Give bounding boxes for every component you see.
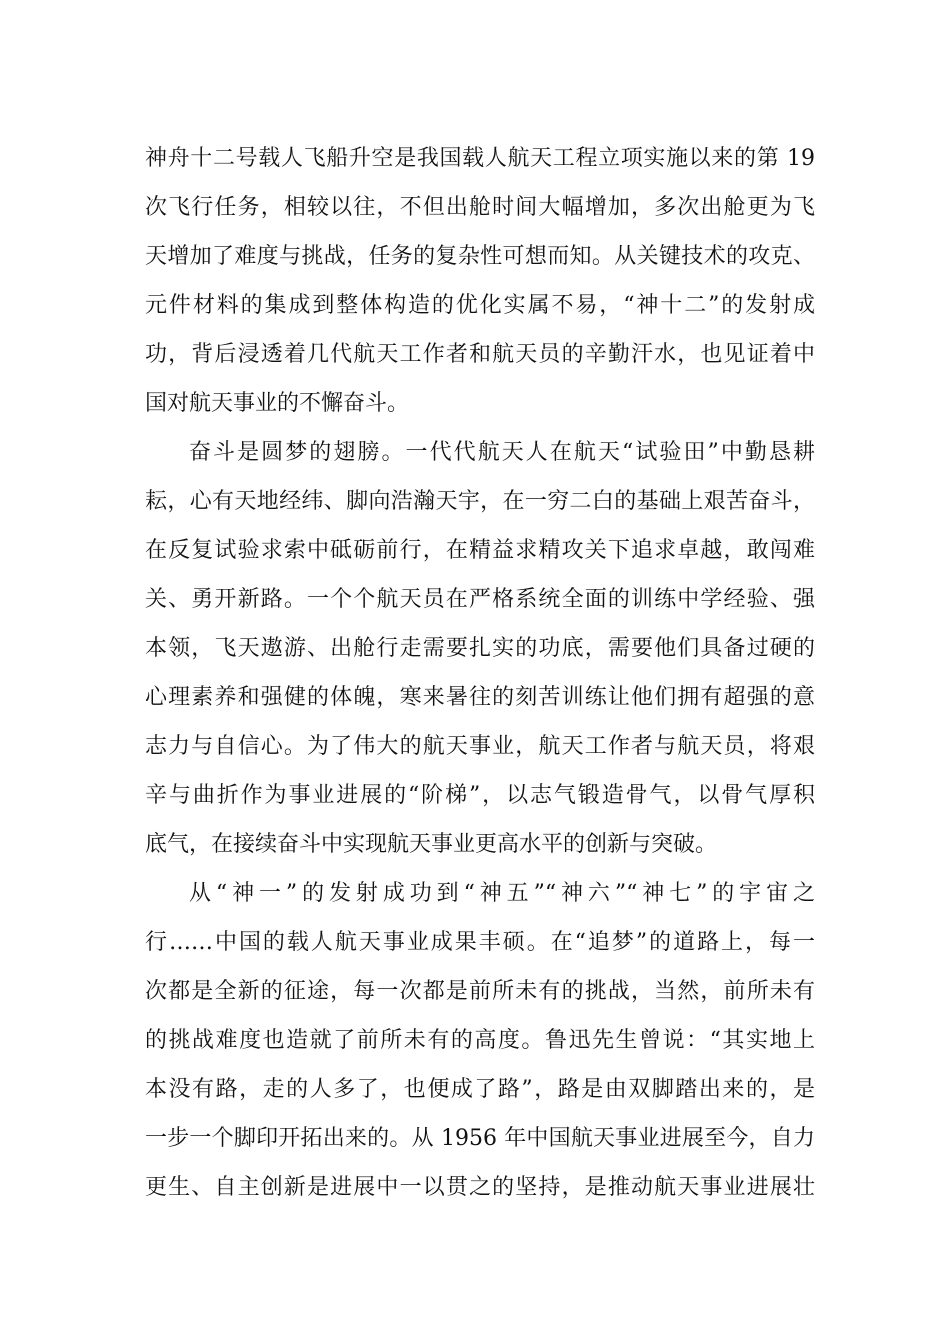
text-line: 神舟十二号载人飞船升空是我国载人航天工程立项实施以来的第 19 — [145, 146, 815, 171]
text-line: 一步一个脚印开拓出来的。从 1956 年中国航天事业进展至今，自力 — [145, 1126, 815, 1151]
paragraph-first-line: 从“神一”的发射成功到“神五”“神六”“神七”的宇宙之 — [189, 881, 815, 906]
text-line: 次都是全新的征途，每一次都是前所未有的挑战，当然，前所未有 — [145, 979, 815, 1004]
body-text — [145, 134, 815, 1212]
text-line: 更生、自主创新是进展中一以贯之的坚持，是推动航天事业进展壮 — [145, 1175, 815, 1200]
text-line: 的挑战难度也造就了前所未有的高度。鲁迅先生曾说：“其实地上 — [145, 1028, 815, 1053]
text-line: 心理素养和强健的体魄，寒来暑往的刻苦训练让他们拥有超强的意 — [145, 685, 815, 710]
text-line: 本没有路，走的人多了，也便成了路”，路是由双脚踏出来的，是 — [145, 1077, 815, 1102]
text-line: 在反复试验求索中砥砺前行，在精益求精攻关下追求卓越，敢闯难 — [145, 538, 815, 563]
text-line: 关、勇开新路。一个个航天员在严格系统全面的训练中学经验、强 — [145, 587, 815, 612]
text-line: 国对航天事业的不懈奋斗。 — [145, 391, 410, 416]
text-line: 次飞行任务，相较以往，不但出舱时间大幅增加，多次出舱更为飞 — [145, 195, 815, 220]
text-line: 功，背后浸透着几代航天工作者和航天员的辛勤汗水，也见证着中 — [145, 342, 815, 367]
text-line: 耘，心有天地经纬、脚向浩瀚天宇，在一穷二白的基础上艰苦奋斗， — [145, 489, 815, 514]
text-line: 志力与自信心。为了伟大的航天事业，航天工作者与航天员，将艰 — [145, 734, 815, 759]
text-line: 底气，在接续奋斗中实现航天事业更高水平的创新与突破。 — [145, 832, 718, 857]
text-line: 元件材料的集成到整体构造的优化实属不易，“神十二”的发射成 — [145, 293, 815, 318]
text-line: 辛与曲折作为事业进展的“阶梯”，以志气锻造骨气，以骨气厚积 — [145, 783, 815, 808]
text-line: 天增加了难度与挑战，任务的复杂性可想而知。从关键技术的攻克、 — [145, 244, 815, 269]
text-line: 行……中国的载人航天事业成果丰硕。在“追梦”的道路上，每一 — [145, 930, 815, 955]
text-line: 本领，飞天遨游、出舱行走需要扎实的功底，需要他们具备过硬的 — [145, 636, 815, 661]
paragraph-first-line: 奋斗是圆梦的翅膀。一代代航天人在航天“试验田”中勤恳耕 — [189, 440, 815, 465]
